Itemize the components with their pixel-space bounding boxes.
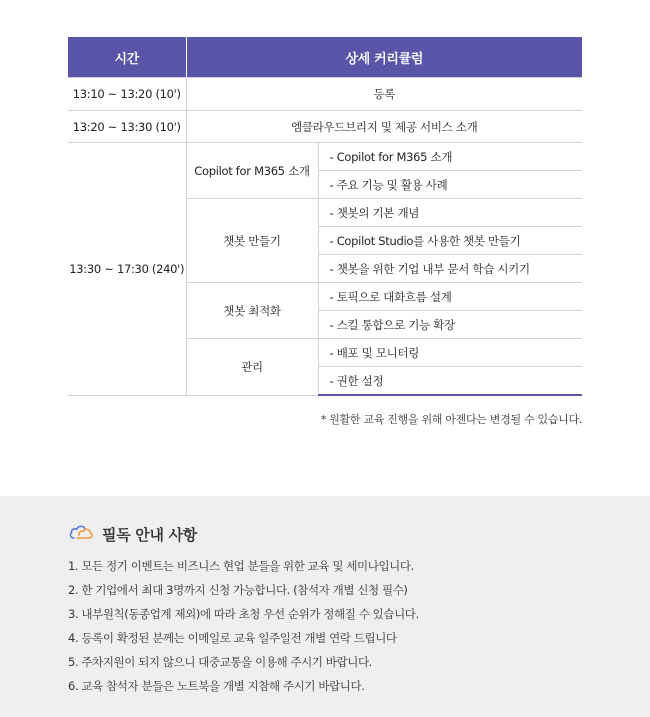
table-row [68,143,582,171]
module-cell: 챗봇 만들기 [186,199,318,283]
time-cell: 13:10 ~ 13:20 (10') [68,78,186,111]
module-cell: 관리 [186,339,318,396]
table-row [68,111,582,143]
agenda-note: * 원활한 교육 진행을 위해 아젠다는 변경될 수 있습니다. [320,413,582,426]
curriculum-table [68,37,582,396]
detail-cell: - 스킬 통합으로 기능 확장 [318,311,582,339]
header-time: 시간 [68,37,186,78]
list-item: 3. 내부원칙(동종업계 제외)에 따라 초청 우선 순위가 정해질 수 있습니다. [68,607,419,621]
list-item: 4. 등록이 확정된 분께는 이메일로 교육 일주일전 개별 연락 드립니다 [68,631,397,645]
detail-cell: - 권한 설정 [318,367,582,396]
list-item: 1. 모든 정기 이벤트는 비즈니스 현업 분들을 위한 교육 및 세미나입니다. [68,559,414,573]
module-cell: 챗봇 최적화 [186,283,318,339]
detail-cell: - 챗봇을 위한 기업 내부 문서 학습 시키기 [318,255,582,283]
detail-cell: - 챗봇의 기본 개념 [318,199,582,227]
detail-cell: - 토픽으로 대화흐름 설계 [318,283,582,311]
cloud-icon [68,523,94,545]
detail-cell: - Copilot for M365 소개 [318,143,582,171]
notice-title: 필독 안내 사항 [102,525,197,544]
detail-cell: - Copilot Studio를 사용한 챗봇 만들기 [318,227,582,255]
detail-cell: - 배포 및 모니터링 [318,339,582,367]
table-header-row [68,37,582,78]
notice-header [68,523,197,545]
time-cell: 13:30 ~ 17:30 (240') [68,143,186,396]
list-item: 5. 주차지원이 되지 않으니 대중교통을 이용해 주시기 바랍니다. [68,655,372,669]
list-item: 6. 교육 참석자 분들은 노트북을 개별 지참해 주시기 바랍니다. [68,679,365,693]
content-cell: 엠클라우드브리지 및 제공 서비스 소개 [186,111,582,143]
header-detail: 상세 커리큘럼 [186,37,582,78]
list-item: 2. 한 기업에서 최대 3명까지 신청 가능합니다. (참석자 개별 신청 필수) [68,583,408,597]
notice-list [68,554,419,698]
detail-cell: - 주요 기능 및 활용 사례 [318,171,582,199]
table-row [68,78,582,111]
content-cell: 등록 [186,78,582,111]
notice-section [0,496,650,717]
time-cell: 13:20 ~ 13:30 (10') [68,111,186,143]
module-cell: Copilot for M365 소개 [186,143,318,199]
curriculum-table-container [68,37,582,396]
